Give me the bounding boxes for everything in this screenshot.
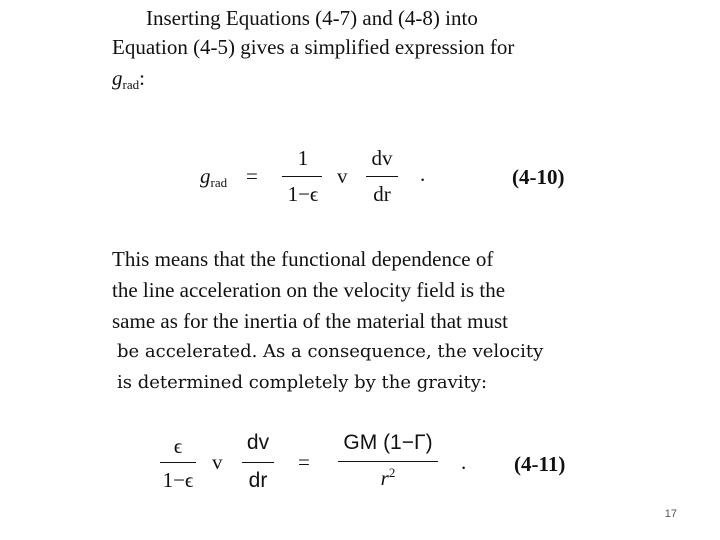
- paragraph1-line2: Equation (4-5) gives a simplified expression for: [112, 35, 515, 59]
- paragraph2-line2: the line acceleration on the velocity field is the: [112, 278, 506, 302]
- eq10-frac1-numerator: 1: [297, 146, 309, 170]
- eq11-frac1-bar: [160, 462, 196, 463]
- g-rad-subscript: rad: [122, 77, 140, 92]
- eq11-exponent: 2: [388, 465, 396, 480]
- paragraph2-line5: is determined completely by the gravity:: [117, 372, 488, 393]
- eq10-label: (4-10): [512, 165, 565, 189]
- paragraph1-line3: [112, 66, 145, 92]
- eq10-period: .: [420, 162, 426, 186]
- eq10-v: v: [337, 164, 348, 188]
- eq10-frac1-bar: [282, 176, 322, 177]
- colon: :: [139, 66, 145, 90]
- eq10-frac2-denominator: dr: [373, 182, 391, 206]
- eq10-frac2-numerator: dv: [371, 146, 393, 170]
- eq10-rad: rad: [210, 175, 228, 190]
- eq11-period: .: [461, 450, 467, 474]
- paragraph2-line4: be accelerated. As a consequence, the velocity: [117, 341, 544, 362]
- eq11-equals: =: [298, 450, 310, 474]
- eq11-frac2-denominator: dr: [248, 469, 268, 492]
- paragraph2-line3: same as for the inertia of the material that must: [112, 309, 508, 333]
- page-number: 17: [664, 508, 677, 520]
- eq10-g: g: [200, 164, 211, 188]
- eq11-rhs-numerator: GM (1−Γ): [343, 431, 433, 454]
- eq10-lhs: [200, 164, 228, 190]
- eq10-equals: =: [246, 164, 258, 188]
- eq10-frac1-denominator: 1−ϵ: [287, 182, 319, 206]
- eq11-rhs-bar: [338, 461, 438, 462]
- paragraph2-line1: This means that the functional dependence of: [112, 247, 494, 271]
- eq11-frac2-bar: [242, 462, 274, 463]
- paragraph1-line1: Inserting Equations (4-7) and (4-8) into: [146, 6, 478, 30]
- eq11-frac1-numerator: ϵ: [173, 434, 183, 458]
- eq11-frac1-denominator: 1−ϵ: [162, 468, 194, 492]
- eq11-v: v: [212, 450, 223, 474]
- eq11-r: r: [380, 466, 389, 490]
- eq10-frac2-bar: [366, 176, 398, 177]
- g-rad-symbol: g: [112, 66, 123, 90]
- eq11-frac2-numerator: dv: [246, 431, 270, 454]
- eq11-rhs-denominator: [334, 466, 442, 489]
- eq11-label: (4-11): [514, 452, 566, 476]
